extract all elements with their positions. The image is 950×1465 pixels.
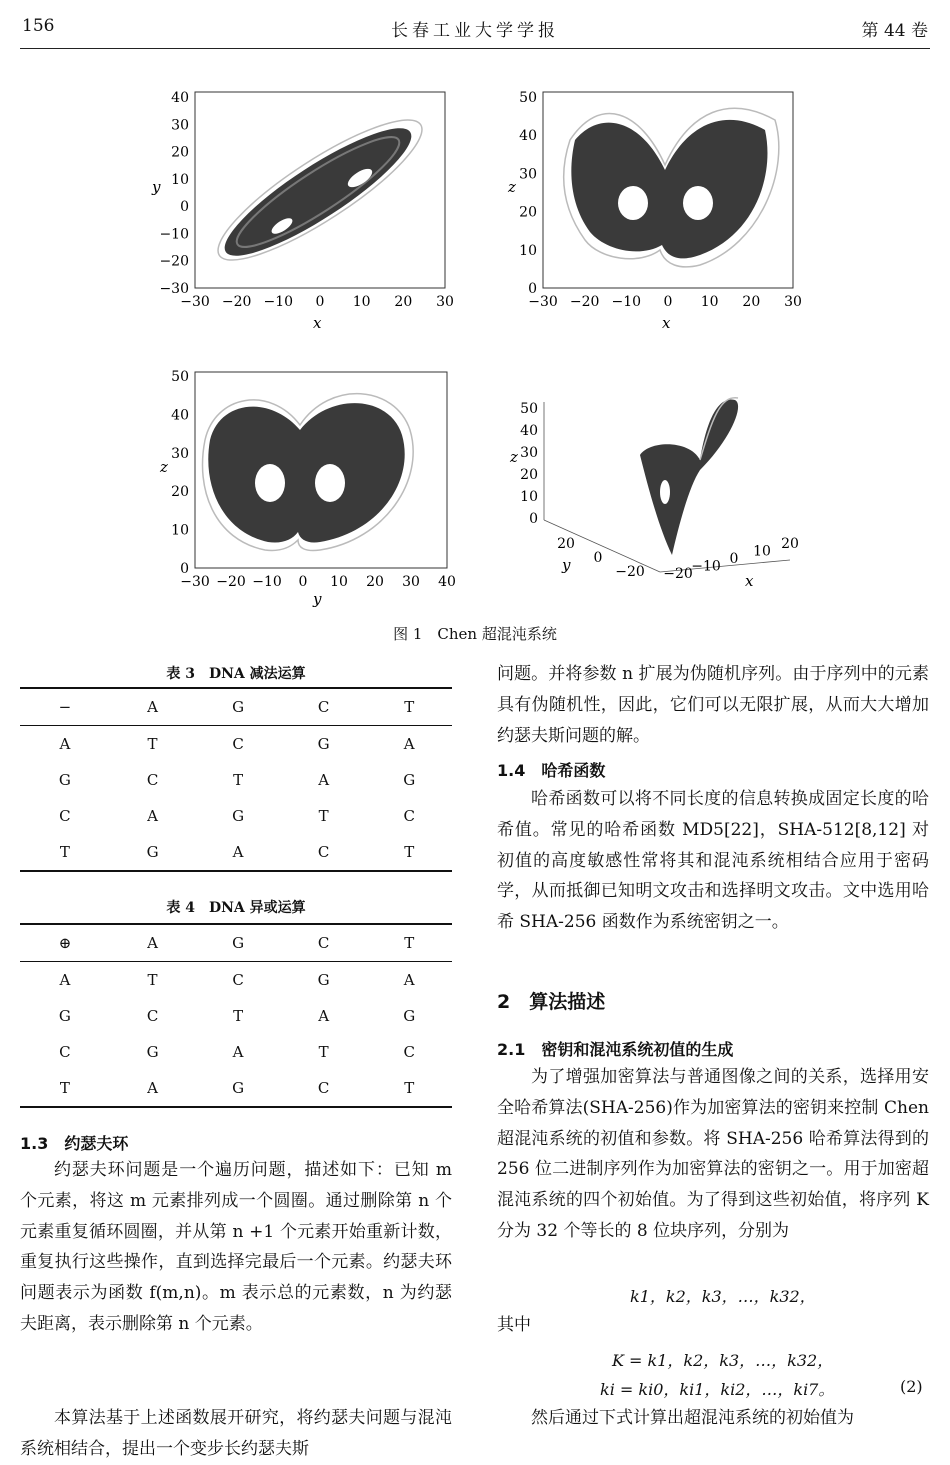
table-header-row	[20, 924, 452, 962]
figure-caption: 图 1 Chen 超混沌系统	[393, 625, 557, 643]
volume-label: 第 44 卷	[861, 21, 928, 41]
table-cell: C	[232, 971, 244, 989]
panel-2-x-tick-label: 30	[784, 294, 802, 310]
table-cell: G	[403, 1007, 416, 1025]
panel-1-x-tick-label: −30	[180, 294, 210, 310]
table-header-cell: A	[110, 688, 196, 726]
table-header-cell: G	[195, 688, 281, 726]
table-cell: G	[195, 1070, 281, 1107]
panel-4-z-tick-label: 0	[529, 511, 538, 527]
panel-1-y-tick-label: −20	[159, 253, 189, 270]
table-row	[20, 834, 452, 871]
table-cell: C	[59, 807, 71, 825]
panel-4-z-tick-label: 30	[520, 445, 538, 461]
panel-2-x-tick-label: −10	[611, 294, 642, 310]
panel-4-z-tick-label: 20	[520, 467, 538, 483]
table-cell: C	[403, 1043, 415, 1061]
table-row	[20, 798, 452, 834]
table-cell: A	[318, 771, 330, 789]
panel-4-z-tick-label: 50	[520, 401, 538, 417]
table-cell: C	[403, 807, 415, 825]
equation-K: K = k1，k2，k3，…，k32，	[612, 1351, 834, 1370]
panel-4-z-tick-label: 40	[520, 423, 538, 439]
table-cell: T	[366, 834, 452, 871]
table-cell: A	[403, 971, 415, 989]
panel-1-y-tick-label: 10	[171, 171, 189, 188]
panel-4-y-tick-label: −20	[615, 564, 645, 580]
table-cell: C	[281, 1070, 367, 1107]
panel-1-y-tick-label: 0	[180, 199, 189, 216]
panel-4-x-tick-label: 20	[781, 536, 799, 552]
section-1-3-heading: 1.3 约瑟夫环	[20, 1134, 129, 1153]
panel-3-y-tick-label: 50	[171, 369, 189, 385]
section-1-4-heading: 1.4 哈希函数	[497, 761, 606, 780]
josephus-paragraph: 约瑟夫环问题是一个遍历问题，描述如下：已知 m 个元素，将这 m 元素排列成一个圆圈。通过删除第 n 个元素重复循环圆圈，并从第 n +1 个元素开始重新计数，重复执行这些操作，直到选择完最后一个元素。约瑟夫环问题表示为函数 f(m,n)。m 表示总的元素数，n 为约瑟夫距离，表示删除第 n 个元素。	[20, 1160, 452, 1334]
panel-1-x-tick-label: −10	[263, 294, 294, 310]
attractor-yz	[203, 394, 414, 551]
panel-2-x-tick-label: 0	[663, 294, 673, 310]
panel-3-x-tick-label: −30	[180, 574, 210, 590]
panel-1-x-tick-label: −20	[221, 294, 252, 310]
algorithm-intro-paragraph: 本算法基于上述函数展开研究，将约瑟夫问题与混沌系统相结合，提出一个变步长约瑟夫斯	[20, 1408, 452, 1459]
panel-3-x-tick-label: −10	[252, 574, 282, 590]
panel-2-y-tick-label: 10	[519, 242, 537, 259]
table-header-cell: G	[195, 924, 281, 962]
equation-ki: ki = ki0，ki1，ki2，…，ki7。	[600, 1380, 835, 1399]
table-header-cell: T	[366, 924, 452, 962]
panel-1-y-tick-label: 40	[171, 90, 189, 106]
panel-2-x-tick-label: −20	[569, 294, 600, 310]
table-cell: T	[147, 735, 158, 753]
panel-3-y-tick-label: 20	[171, 484, 189, 501]
hash-function-paragraph: 哈希函数可以将不同长度的信息转换成固定长度的哈希值。常见的哈希函数 MD5[22]，SHA-512[8,12] 对初值的高度敏感性常将其和混沌系统相结合应用于密码学，从而抵御已知明文攻击和选择明文攻击。文中选用哈希 SHA-256 函数作为系统密钥之一。	[497, 789, 929, 933]
equation-blocks: k1，k2，k3，…，k32，	[630, 1287, 816, 1306]
table-cell: T	[147, 971, 158, 989]
table-cell: G	[232, 807, 245, 825]
panel-3-x-tick-label: 10	[330, 574, 348, 590]
table3	[20, 687, 452, 872]
table-header-cell: T	[366, 688, 452, 726]
panel-3-x-tick-label: −20	[216, 574, 246, 590]
panel-xy-ylabel: y	[152, 178, 161, 196]
panel-3-y-tick-label: 0	[180, 561, 189, 577]
table-cell: C	[59, 1043, 71, 1061]
table-cell: G	[110, 834, 196, 871]
panel-2-y-tick-label: 50	[519, 90, 537, 106]
table-header-cell: A	[110, 924, 196, 962]
panel-2-y-tick-label: 40	[519, 128, 537, 145]
attractor-3d	[640, 398, 738, 555]
table-cell: C	[146, 771, 159, 789]
table-cell: T	[20, 834, 110, 871]
table-cell: G	[317, 735, 330, 753]
panel-3d-xlabel: x	[745, 572, 754, 590]
panel-3d	[509, 398, 799, 590]
table-header-cell: ⊕	[20, 924, 110, 962]
table-cell: T	[20, 1070, 110, 1107]
panel-3d-ylabel: y	[562, 556, 571, 574]
table-cell: C	[232, 735, 244, 753]
table-cell: A	[110, 1070, 196, 1107]
table-cell: G	[146, 1043, 159, 1061]
table-row	[20, 998, 452, 1034]
table-cell: A	[232, 1043, 244, 1061]
section-2-1-heading: 2.1 密钥和混沌系统初值的生成	[497, 1040, 734, 1059]
panel-2-x-tick-label: −30	[528, 294, 558, 310]
table-row	[20, 962, 452, 999]
section-2-heading: 2 算法描述	[497, 991, 606, 1013]
table-header-cell: −	[20, 688, 110, 726]
table-cell: T	[233, 771, 244, 789]
table-cell: C	[146, 1007, 159, 1025]
page-number: 156	[22, 16, 55, 36]
chen-hyperchaos-figure	[0, 0, 950, 620]
panel-3-y-tick-label: 40	[171, 407, 189, 424]
panel-3-x-tick-label: 30	[402, 574, 420, 590]
table-cell: G	[58, 771, 71, 789]
table-row	[20, 1070, 452, 1107]
table-cell: T	[318, 807, 329, 825]
table-cell: G	[317, 971, 330, 989]
table-cell: G	[403, 771, 416, 789]
panel-4-x-tick-label: −10	[691, 558, 721, 575]
panel-2-x-tick-label: 10	[700, 294, 719, 310]
panel-4-x-tick-label: −20	[663, 566, 693, 582]
attractor-xy	[203, 99, 437, 280]
table-cell: A	[59, 735, 71, 753]
table4	[20, 923, 452, 1108]
table-row	[20, 1034, 452, 1070]
table-row	[20, 762, 452, 798]
table-header-cell: C	[281, 924, 367, 962]
panel-2-y-tick-label: 20	[519, 204, 537, 221]
panel-1-y-tick-label: 20	[171, 144, 189, 161]
panel-xz-xlabel: x	[662, 314, 671, 332]
initial-value-paragraph: 然后通过下式计算出超混沌系统的初始值为	[531, 1408, 854, 1428]
table-cell: A	[59, 971, 71, 989]
table-cell: A	[318, 1007, 330, 1025]
panel-4-x-tick-label: 0	[729, 551, 739, 567]
table-header-cell: C	[281, 688, 367, 726]
table-cell: A	[195, 834, 281, 871]
panel-1-x-tick-label: 20	[394, 294, 413, 310]
panel-2-x-tick-label: 20	[742, 294, 761, 310]
panel-2-y-tick-label: 0	[528, 281, 537, 297]
panel-3-y-tick-label: 30	[171, 445, 189, 462]
panel-xz-ylabel: z	[508, 178, 516, 196]
table-cell: G	[58, 1007, 71, 1025]
panel-1-y-tick-label: −30	[159, 281, 189, 297]
table-cell: C	[281, 834, 367, 871]
table-cell: T	[366, 1070, 452, 1107]
panel-1-y-tick-label: −10	[159, 226, 189, 243]
panel-xy-xlabel: x	[313, 314, 322, 332]
table-cell: A	[403, 735, 415, 753]
panel-3-x-tick-label: 40	[438, 574, 456, 590]
table-cell: T	[318, 1043, 329, 1061]
panel-3-x-tick-label: 20	[366, 574, 384, 590]
table-cell: A	[147, 807, 158, 825]
equation-number: (2)	[900, 1377, 923, 1396]
josephus-continued-paragraph: 问题。并将参数 n 扩展为伪随机序列。由于序列中的元素具有伪随机性，因此，它们可以无限扩展，从而大大增加约瑟夫斯问题的解。	[497, 664, 929, 746]
panel-3d-zlabel: z	[510, 448, 518, 466]
panel-yz-ylabel: z	[160, 458, 168, 476]
panel-1-x-tick-label: 0	[315, 294, 325, 310]
table3-title: 表 3 DNA 减法运算	[166, 666, 306, 682]
journal-title: 长春工业大学学报	[391, 21, 559, 41]
panel-yz-xlabel: y	[313, 590, 322, 608]
panel-1-x-tick-label: 10	[352, 294, 371, 310]
panel-xy	[151, 90, 454, 332]
panel-1-y-tick-label: 30	[171, 117, 189, 134]
key-generation-paragraph: 为了增强加密算法与普通图像之间的关系，选择用安全哈希算法(SHA-256)作为加密算法的密钥来控制 Chen 超混沌系统的初值和参数。将 SHA-256 哈希算法得到的 256 位二进制序列作为加密算法的密钥之一。用于加密超混沌系统的四个初始值。为了得到这些初始值，将序列 K 分为 32 个等长的 8 位块序列，分别为	[497, 1067, 929, 1241]
where-label: 其中	[497, 1315, 531, 1335]
panel-4-x-tick-label: 10	[753, 543, 771, 560]
table-row	[20, 726, 452, 763]
panel-yz	[159, 369, 456, 608]
table-cell: T	[233, 1007, 244, 1025]
attractor-xz	[564, 108, 779, 267]
table4-title: 表 4 DNA 异或运算	[166, 900, 306, 916]
panel-2-y-tick-label: 30	[519, 166, 537, 183]
panel-3-x-tick-label: 0	[298, 574, 308, 590]
panel-4-y-tick-label: 20	[557, 536, 575, 552]
table-header-row	[20, 688, 452, 726]
panel-3-y-tick-label: 10	[171, 522, 189, 539]
panel-4-z-tick-label: 10	[520, 489, 538, 505]
panel-xz	[507, 90, 802, 332]
panel-4-y-tick-label: 0	[593, 550, 603, 566]
panel-1-x-tick-label: 30	[436, 294, 454, 310]
